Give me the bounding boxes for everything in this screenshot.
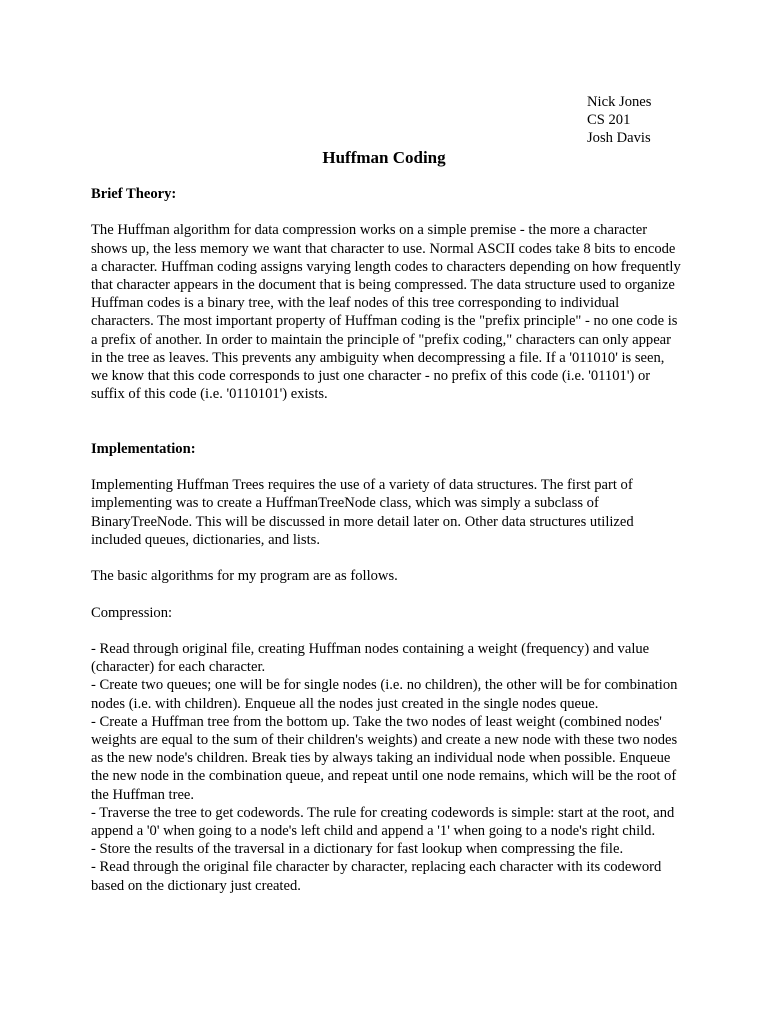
compression-step: - Read through original file, creating Huffman nodes containing a weight (frequency) and value (character) for each character.	[91, 640, 650, 676]
algorithms-intro: The basic algorithms for my program are as follows.	[91, 568, 398, 585]
document-body	[91, 185, 681, 895]
implementation-paragraph: Implementing Huffman Trees requires the use of a variety of data structures. The first part of implementing was to create a HuffmanTreeNode class, which was simply a subclass of BinaryTreeNode. This will be discussed in more detail later on. Other data structures utilized included queues, dictionaries, and lists.	[91, 477, 634, 548]
theory-heading: Brief Theory:	[91, 186, 177, 202]
compression-step: - Store the results of the traversal in a dictionary for fast lookup when compressing the file.	[91, 841, 624, 858]
compression-step: - Create two queues; one will be for single nodes (i.e. no children), the other will be for combination nodes (i.e. with children). Enqueue all the nodes just created in the single nodes queue.	[91, 677, 678, 712]
author-header	[587, 93, 651, 148]
implementation-heading: Implementation:	[91, 440, 196, 457]
compression-step: - Read through the original file character by character, replacing each character with its codeword based on the dictionary just created.	[91, 859, 662, 894]
compression-step: - Traverse the tree to get codewords. The rule for creating codewords is simple: start at the root, and append a '0' when going to a node's left child and append a '1' when going to a node's right child.	[91, 804, 675, 840]
author-name: Nick Jones	[587, 94, 652, 110]
compression-label: Compression:	[91, 604, 173, 621]
compression-step: - Create a Huffman tree from the bottom up. Take the two nodes of least weight (combined nodes' weights are equal to the sum of their children's weights) and create a new node with these two nodes as the new node's children. Break ties by always taking an individual node when possible. Enqueue the new node in the combination queue, and repeat until one node remains, which will be the root of the Huffman tree.	[91, 713, 678, 803]
partner-name: Josh Davis	[587, 130, 651, 147]
course-name: CS 201	[587, 112, 631, 129]
theory-paragraph: The Huffman algorithm for data compression works on a simple premise - the more a character shows up, the less memory we want that character to use. Normal ASCII codes take 8 bits to encode a character. Huffman coding assigns varying length codes to characters depending on how frequently that character appears in the document that is being compressed. The data structure used to organize Huffman codes is a binary tree, with the leaf nodes of this tree corresponding to individual characters. The most important property of Huffman coding is the "prefix principle" - no one code is a prefix of another. In order to maintain the principle of "prefix coding," characters can only appear in the tree as leaves. This prevents any ambiguity when decompressing a file. If a '011010' is seen, we know that this code corresponds to just one character - no prefix of this code (i.e. '01101') or suffix of this code (i.e. '0110101') exists.	[91, 222, 681, 403]
document-title: Huffman Coding	[322, 148, 446, 167]
